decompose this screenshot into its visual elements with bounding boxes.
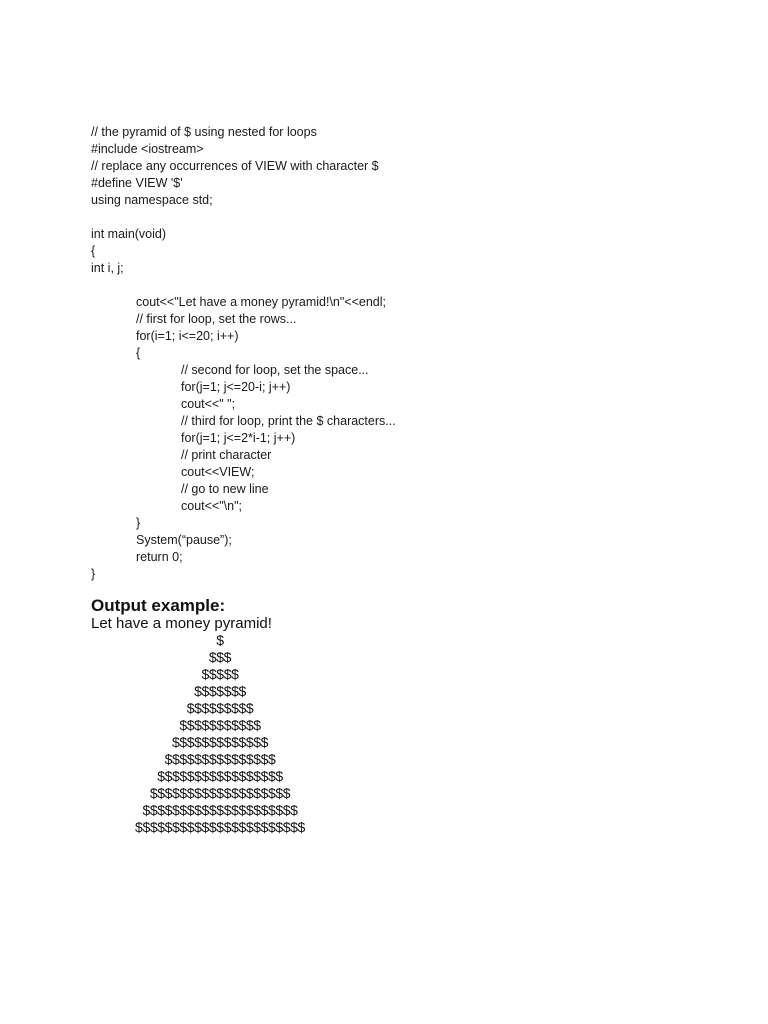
code-line: // the pyramid of $ using nested for loops <box>91 125 317 139</box>
code-line: // go to new line <box>181 482 269 496</box>
code-line: } <box>91 567 96 581</box>
pyramid-row: $$$$$$$$$$$ <box>179 717 261 733</box>
pyramid-row: $$$$$$$$$$$$$$$$$ <box>157 768 283 784</box>
code-line: cout<<"\n"; <box>181 499 242 513</box>
code-line: cout<<"Let have a money pyramid!\n"<<endl; <box>136 295 387 309</box>
pyramid-row: $$$ <box>208 649 232 665</box>
code-line: for(j=1; j<=2*i-1; j++) <box>181 431 296 445</box>
code-line: // print character <box>181 448 272 462</box>
output-heading: Output example: <box>91 596 226 615</box>
code-line: cout<<" "; <box>181 397 236 411</box>
code-line: int main(void) <box>91 227 167 241</box>
pyramid-row: $$$$$$$$$$$$$$$$$$$$$ <box>142 802 298 818</box>
pyramid-row: $$$$$$$$$$$$$$$$$$$$$$$ <box>135 819 305 835</box>
pyramid-row: $$$$$$$$$$$$$$$ <box>164 751 276 767</box>
pyramid-row: $$$$$ <box>201 666 239 682</box>
code-line: #include <iostream> <box>91 142 204 156</box>
output-intro-text: Let have a money pyramid! <box>91 615 272 632</box>
code-line: for(j=1; j<=20-i; j++) <box>181 380 291 394</box>
pyramid-row: $$$$$$$$$ <box>186 700 254 716</box>
pyramid-row: $$$$$$$$$$$$$$$$$$$ <box>149 785 291 801</box>
pyramid-row: $ <box>216 632 224 648</box>
pyramid-row: $$$$$$$ <box>194 683 246 699</box>
code-line: int i, j; <box>91 261 124 275</box>
code-line: using namespace std; <box>91 193 213 207</box>
code-line: { <box>136 346 141 360</box>
pyramid-row: $$$$$$$$$$$$$ <box>171 734 269 750</box>
code-line: // second for loop, set the space... <box>181 363 369 377</box>
code-line: cout<<VIEW; <box>181 465 255 479</box>
code-line: return 0; <box>136 550 183 564</box>
code-line: } <box>136 516 141 530</box>
code-line: // first for loop, set the rows... <box>136 312 297 326</box>
code-line: // replace any occurrences of VIEW with character $ <box>91 159 379 173</box>
code-line: for(i=1; i<=20; i++) <box>136 329 239 343</box>
code-line: { <box>91 244 96 258</box>
code-line: // third for loop, print the $ characters... <box>181 414 396 428</box>
code-line: #define VIEW '$' <box>91 176 183 190</box>
code-line: System(“pause”); <box>136 533 232 547</box>
